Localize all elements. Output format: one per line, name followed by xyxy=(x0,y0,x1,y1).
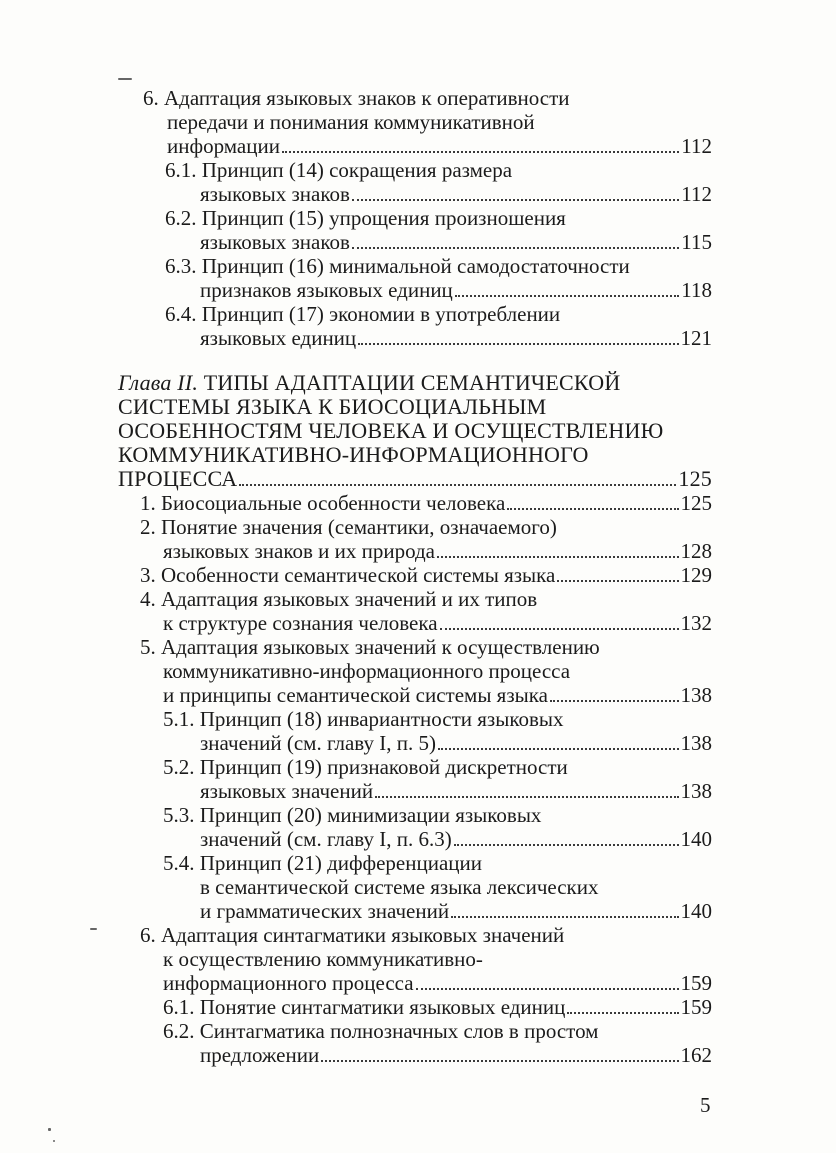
toc-entry-c5-line1: 5. Адаптация языковых значений к осуществлению xyxy=(140,635,600,659)
dot-leader xyxy=(440,611,679,630)
toc-entry-6-line1: 6. Адаптация языковых знаков к оперативности xyxy=(143,86,570,110)
toc-entry-6-3-line2[interactable]: признаков языковых единиц 118 xyxy=(200,278,712,302)
page-ref: 115 xyxy=(681,230,712,254)
toc-entry-6-2-line1: 6.2. Принцип (15) упрощения произношения xyxy=(165,206,566,230)
page-ref: 125 xyxy=(678,466,712,491)
page-ref: 132 xyxy=(680,611,712,635)
page-ref: 138 xyxy=(680,683,712,707)
dot-leader xyxy=(454,827,679,846)
page-ref: 159 xyxy=(680,995,712,1019)
dot-leader xyxy=(352,182,679,201)
chapter-heading-line3: ОСОБЕННОСТЯМ ЧЕЛОВЕКА И ОСУЩЕСТВЛЕНИЮ xyxy=(118,418,664,443)
scan-speck xyxy=(118,78,132,80)
dot-leader xyxy=(282,134,679,153)
toc-entry-c5-2-line2[interactable]: языковых значений 138 xyxy=(200,779,712,803)
chapter-heading-line5[interactable]: ПРОЦЕССА 125 xyxy=(118,466,712,491)
page-ref: 140 xyxy=(680,827,712,851)
page-ref: 112 xyxy=(681,134,712,158)
dot-leader xyxy=(455,278,679,297)
toc-entry-c6-1[interactable]: 6.1. Понятие синтагматики языковых единиц 159 xyxy=(163,995,712,1019)
toc-entry-c5-line2: коммуникативно-информационного процесса xyxy=(163,659,571,683)
dot-leader xyxy=(352,230,679,249)
chapter-heading-line4: КОММУНИКАТИВНО-ИНФОРМАЦИОННОГО xyxy=(118,442,589,467)
toc-entry-6-4-line1: 6.4. Принцип (17) экономии в употреблении xyxy=(165,302,561,326)
toc-entry-c6-line3[interactable]: информационного процесса 159 xyxy=(163,971,712,995)
dot-leader xyxy=(239,467,676,486)
toc-entry-c5-2-line1: 5.2. Принцип (19) признаковой дискретности xyxy=(163,755,568,779)
toc-entry-c5-1-line1: 5.1. Принцип (18) инвариантности языковых xyxy=(163,707,564,731)
toc-entry-6-1-line1: 6.1. Принцип (14) сокращения размера xyxy=(165,158,513,182)
dot-leader xyxy=(550,683,679,702)
page-ref: 128 xyxy=(680,539,712,563)
toc-entry-6-3-line1: 6.3. Принцип (16) минимальной самодостаточности xyxy=(165,254,630,278)
toc-entry-c6-2-line1: 6.2. Синтагматика полнозначных слов в простом xyxy=(163,1019,599,1043)
dot-leader xyxy=(438,731,679,750)
toc-entry-c5-4-line3[interactable]: и грамматических значений 140 xyxy=(200,899,712,923)
page-ref: 162 xyxy=(680,1043,712,1067)
toc-entry-c4-line2[interactable]: к структуре сознания человека 132 xyxy=(163,611,712,635)
page-ref: 121 xyxy=(680,326,712,350)
page-ref: 138 xyxy=(680,779,712,803)
page-ref: 138 xyxy=(680,731,712,755)
toc-entry-c5-4-line2: в семантической системе языка лексических xyxy=(200,875,599,899)
dot-leader xyxy=(507,491,678,510)
page-ref: 125 xyxy=(680,491,712,515)
page-number: 5 xyxy=(700,1093,711,1117)
chapter-heading-line1: Глава II. ТИПЫ АДАПТАЦИИ СЕМАНТИЧЕСКОЙ xyxy=(118,370,621,395)
page-ref: 118 xyxy=(681,278,712,302)
toc-entry-c2-line1: 2. Понятие значения (семантики, означаемого) xyxy=(140,515,557,539)
scan-speck xyxy=(48,1128,51,1131)
toc-entry-c5-1-line2[interactable]: значений (см. главу I, п. 5) 138 xyxy=(200,731,712,755)
scan-speck xyxy=(53,1140,55,1142)
toc-entry-6-4-line2[interactable]: языковых единиц 121 xyxy=(200,326,712,350)
toc-entry-c2-line2[interactable]: языковых знаков и их природа 128 xyxy=(163,539,712,563)
toc-entry-c4-line1: 4. Адаптация языковых значений и их типов xyxy=(140,587,538,611)
page-ref: 129 xyxy=(680,563,712,587)
scan-speck xyxy=(90,928,97,930)
toc-entry-c5-line3[interactable]: и принципы семантической системы языка 138 xyxy=(163,683,712,707)
dot-leader xyxy=(358,326,678,345)
toc-entry-c1[interactable]: 1. Биосоциальные особенности человека 125 xyxy=(140,491,712,515)
toc-entry-c5-3-line2[interactable]: значений (см. главу I, п. 6.3) 140 xyxy=(200,827,712,851)
dot-leader xyxy=(416,971,679,990)
toc-entry-6-1-line2[interactable]: языковых знаков 112 xyxy=(200,182,712,206)
dot-leader xyxy=(567,995,678,1014)
toc-entry-c5-4-line1: 5.4. Принцип (21) дифференциации xyxy=(163,851,482,875)
chapter-label: Глава II. xyxy=(118,370,199,395)
page-ref: 112 xyxy=(681,182,712,206)
page-ref: 140 xyxy=(680,899,712,923)
toc-entry-6-line2: передачи и понимания коммуникативной xyxy=(167,110,535,134)
toc-entry-c6-line1: 6. Адаптация синтагматики языковых значений xyxy=(140,923,565,947)
page-ref: 159 xyxy=(680,971,712,995)
toc-entry-6-line3[interactable]: информации 112 xyxy=(167,134,712,158)
toc-entry-c5-3-line1: 5.3. Принцип (20) минимизации языковых xyxy=(163,803,542,827)
dot-leader xyxy=(557,563,678,582)
dot-leader xyxy=(321,1043,678,1062)
toc-entry-c6-2-line2[interactable]: предложении 162 xyxy=(200,1043,712,1067)
toc-entry-c3[interactable]: 3. Особенности семантической системы языка 129 xyxy=(140,563,712,587)
dot-leader xyxy=(451,899,678,918)
dot-leader xyxy=(375,779,678,798)
toc-entry-6-2-line2[interactable]: языковых знаков 115 xyxy=(200,230,712,254)
chapter-heading-line2: СИСТЕМЫ ЯЗЫКА К БИОСОЦИАЛЬНЫМ xyxy=(118,394,547,419)
toc-entry-c6-line2: к осуществлению коммуникативно- xyxy=(163,947,483,971)
dot-leader xyxy=(437,539,679,558)
